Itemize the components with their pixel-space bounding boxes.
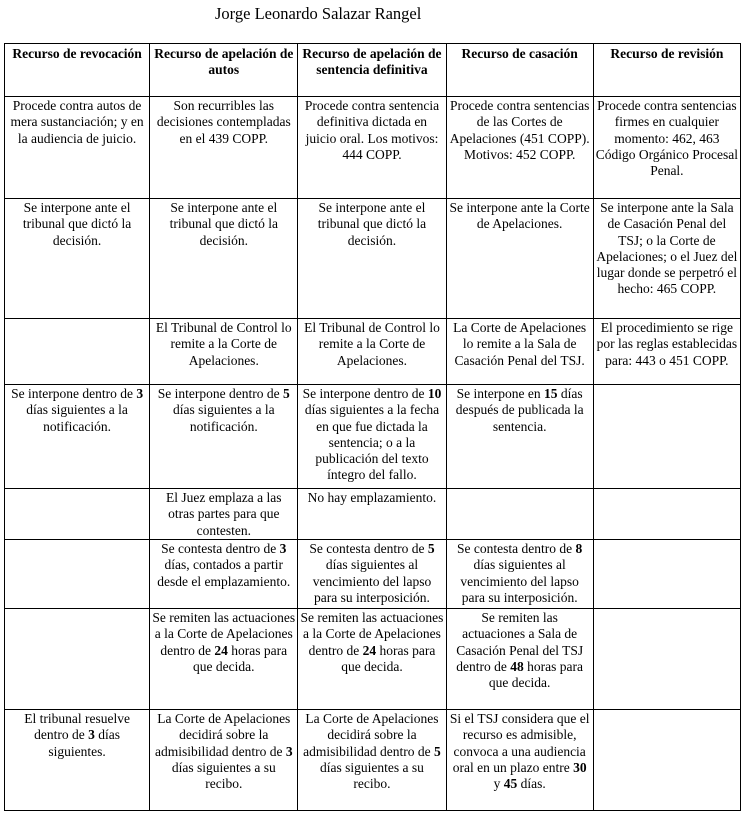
cell-resolucion-revocacion: El tribunal resuelve dentro de 3 días siguientes. [5, 710, 150, 811]
cell-contestacion-apelacion-autos: Se contesta dentro de 3 días, contados a partir desde el emplazamiento. [150, 540, 298, 609]
table-row [5, 609, 741, 710]
cell-interposicion-apelacion-sentencia: Se interpone ante el tribunal que dictó la decisión. [298, 199, 446, 319]
cell-remision-plazo-casacion: Se remiten las actuaciones a Sala de Casación Penal del TSJ dentro de 48 horas para que decida. [446, 609, 593, 710]
cell-emplazamiento-apelacion-sentencia: No hay emplazamiento. [298, 489, 446, 540]
cell-remision-apelacion-sentencia: El Tribunal de Control lo remite a la Corte de Apelaciones. [298, 319, 446, 385]
table-row [5, 489, 741, 540]
table-row [5, 97, 741, 199]
recursos-table [4, 43, 741, 811]
header-casacion: Recurso de casación [446, 44, 593, 97]
cell-empty [593, 489, 740, 540]
table-row [5, 540, 741, 609]
document-author: Jorge Leonardo Salazar Rangel [215, 4, 422, 23]
cell-interposicion-casacion: Se interpone ante la Corte de Apelaciones. [446, 199, 593, 319]
cell-procedimiento-revision: El procedimiento se rige por las reglas establecidas para: 443 o 451 COPP. [593, 319, 740, 385]
cell-procedencia-apelacion-autos: Son recurribles las decisiones contempladas en el 439 COPP. [150, 97, 298, 199]
cell-admisibilidad-apelacion-autos: La Corte de Apelaciones decidirá sobre la admisibilidad dentro de 3 días siguientes a su recibo. [150, 710, 298, 811]
cell-empty [5, 609, 150, 710]
cell-remision-plazo-apelacion-autos: Se remiten las actuaciones a la Corte de Apelaciones dentro de 24 horas para que decida. [150, 609, 298, 710]
cell-interposicion-revision: Se interpone ante la Sala de Casación Penal del TSJ; o la Corte de Apelaciones; o el Juez del lugar donde se perpetró el hecho: 465 COPP. [593, 199, 740, 319]
cell-admisibilidad-apelacion-sentencia: La Corte de Apelaciones decidirá sobre la admisibilidad dentro de 5 días siguientes a su recibo. [298, 710, 446, 811]
table-row [5, 319, 741, 385]
header-apelacion-autos: Recurso de apelación de autos [150, 44, 298, 97]
table-row [5, 199, 741, 319]
cell-remision-plazo-apelacion-sentencia: Se remiten las actuaciones a la Corte de Apelaciones dentro de 24 horas para que decida. [298, 609, 446, 710]
cell-interposicion-apelacion-autos: Se interpone ante el tribunal que dictó la decisión. [150, 199, 298, 319]
cell-procedencia-revision: Procede contra sentencias firmes en cualquier momento: 462, 463 Código Orgánico Procesal Penal. [593, 97, 740, 199]
cell-emplazamiento-apelacion-autos: El Juez emplaza a las otras partes para que contesten. [150, 489, 298, 540]
cell-interposicion-revocacion: Se interpone ante el tribunal que dictó la decisión. [5, 199, 150, 319]
cell-plazo-apelacion-autos: Se interpone dentro de 5 días siguientes a la notificación. [150, 385, 298, 489]
cell-remision-apelacion-autos: El Tribunal de Control lo remite a la Corte de Apelaciones. [150, 319, 298, 385]
header-revocacion: Recurso de revocación [5, 44, 150, 97]
cell-empty [446, 489, 593, 540]
cell-plazo-casacion: Se interpone en 15 días después de publicada la sentencia. [446, 385, 593, 489]
table-row [5, 710, 741, 811]
cell-contestacion-apelacion-sentencia: Se contesta dentro de 5 días siguientes al vencimiento del lapso para su interposición. [298, 540, 446, 609]
table-header-row [5, 44, 741, 97]
header-apelacion-sentencia: Recurso de apelación de sentencia definitiva [298, 44, 446, 97]
header-revision: Recurso de revisión [593, 44, 740, 97]
cell-contestacion-casacion: Se contesta dentro de 8 días siguientes al vencimiento del lapso para su interposición. [446, 540, 593, 609]
cell-audiencia-casacion: Si el TSJ considera que el recurso es admisible, convoca a una audiencia oral en un plazo entre 30 y 45 días. [446, 710, 593, 811]
cell-procedencia-casacion: Procede contra sentencias de las Cortes de Apelaciones (451 COPP). Motivos: 452 COPP. [446, 97, 593, 199]
cell-procedencia-revocacion: Procede contra autos de mera sustanciación; y en la audiencia de juicio. [5, 97, 150, 199]
cell-empty [5, 319, 150, 385]
cell-empty [593, 385, 740, 489]
cell-empty [593, 609, 740, 710]
cell-empty [593, 540, 740, 609]
cell-remision-casacion: La Corte de Apelaciones lo remite a la Sala de Casación Penal del TSJ. [446, 319, 593, 385]
table-row [5, 385, 741, 489]
cell-plazo-apelacion-sentencia: Se interpone dentro de 10 días siguientes a la fecha en que fue dictada la sentencia; o a la publicación del texto íntegro del fallo. [298, 385, 446, 489]
cell-plazo-revocacion: Se interpone dentro de 3 días siguientes a la notificación. [5, 385, 150, 489]
cell-empty [593, 710, 740, 811]
cell-procedencia-apelacion-sentencia: Procede contra sentencia definitiva dictada en juicio oral. Los motivos: 444 COPP. [298, 97, 446, 199]
cell-empty [5, 540, 150, 609]
cell-empty [5, 489, 150, 540]
